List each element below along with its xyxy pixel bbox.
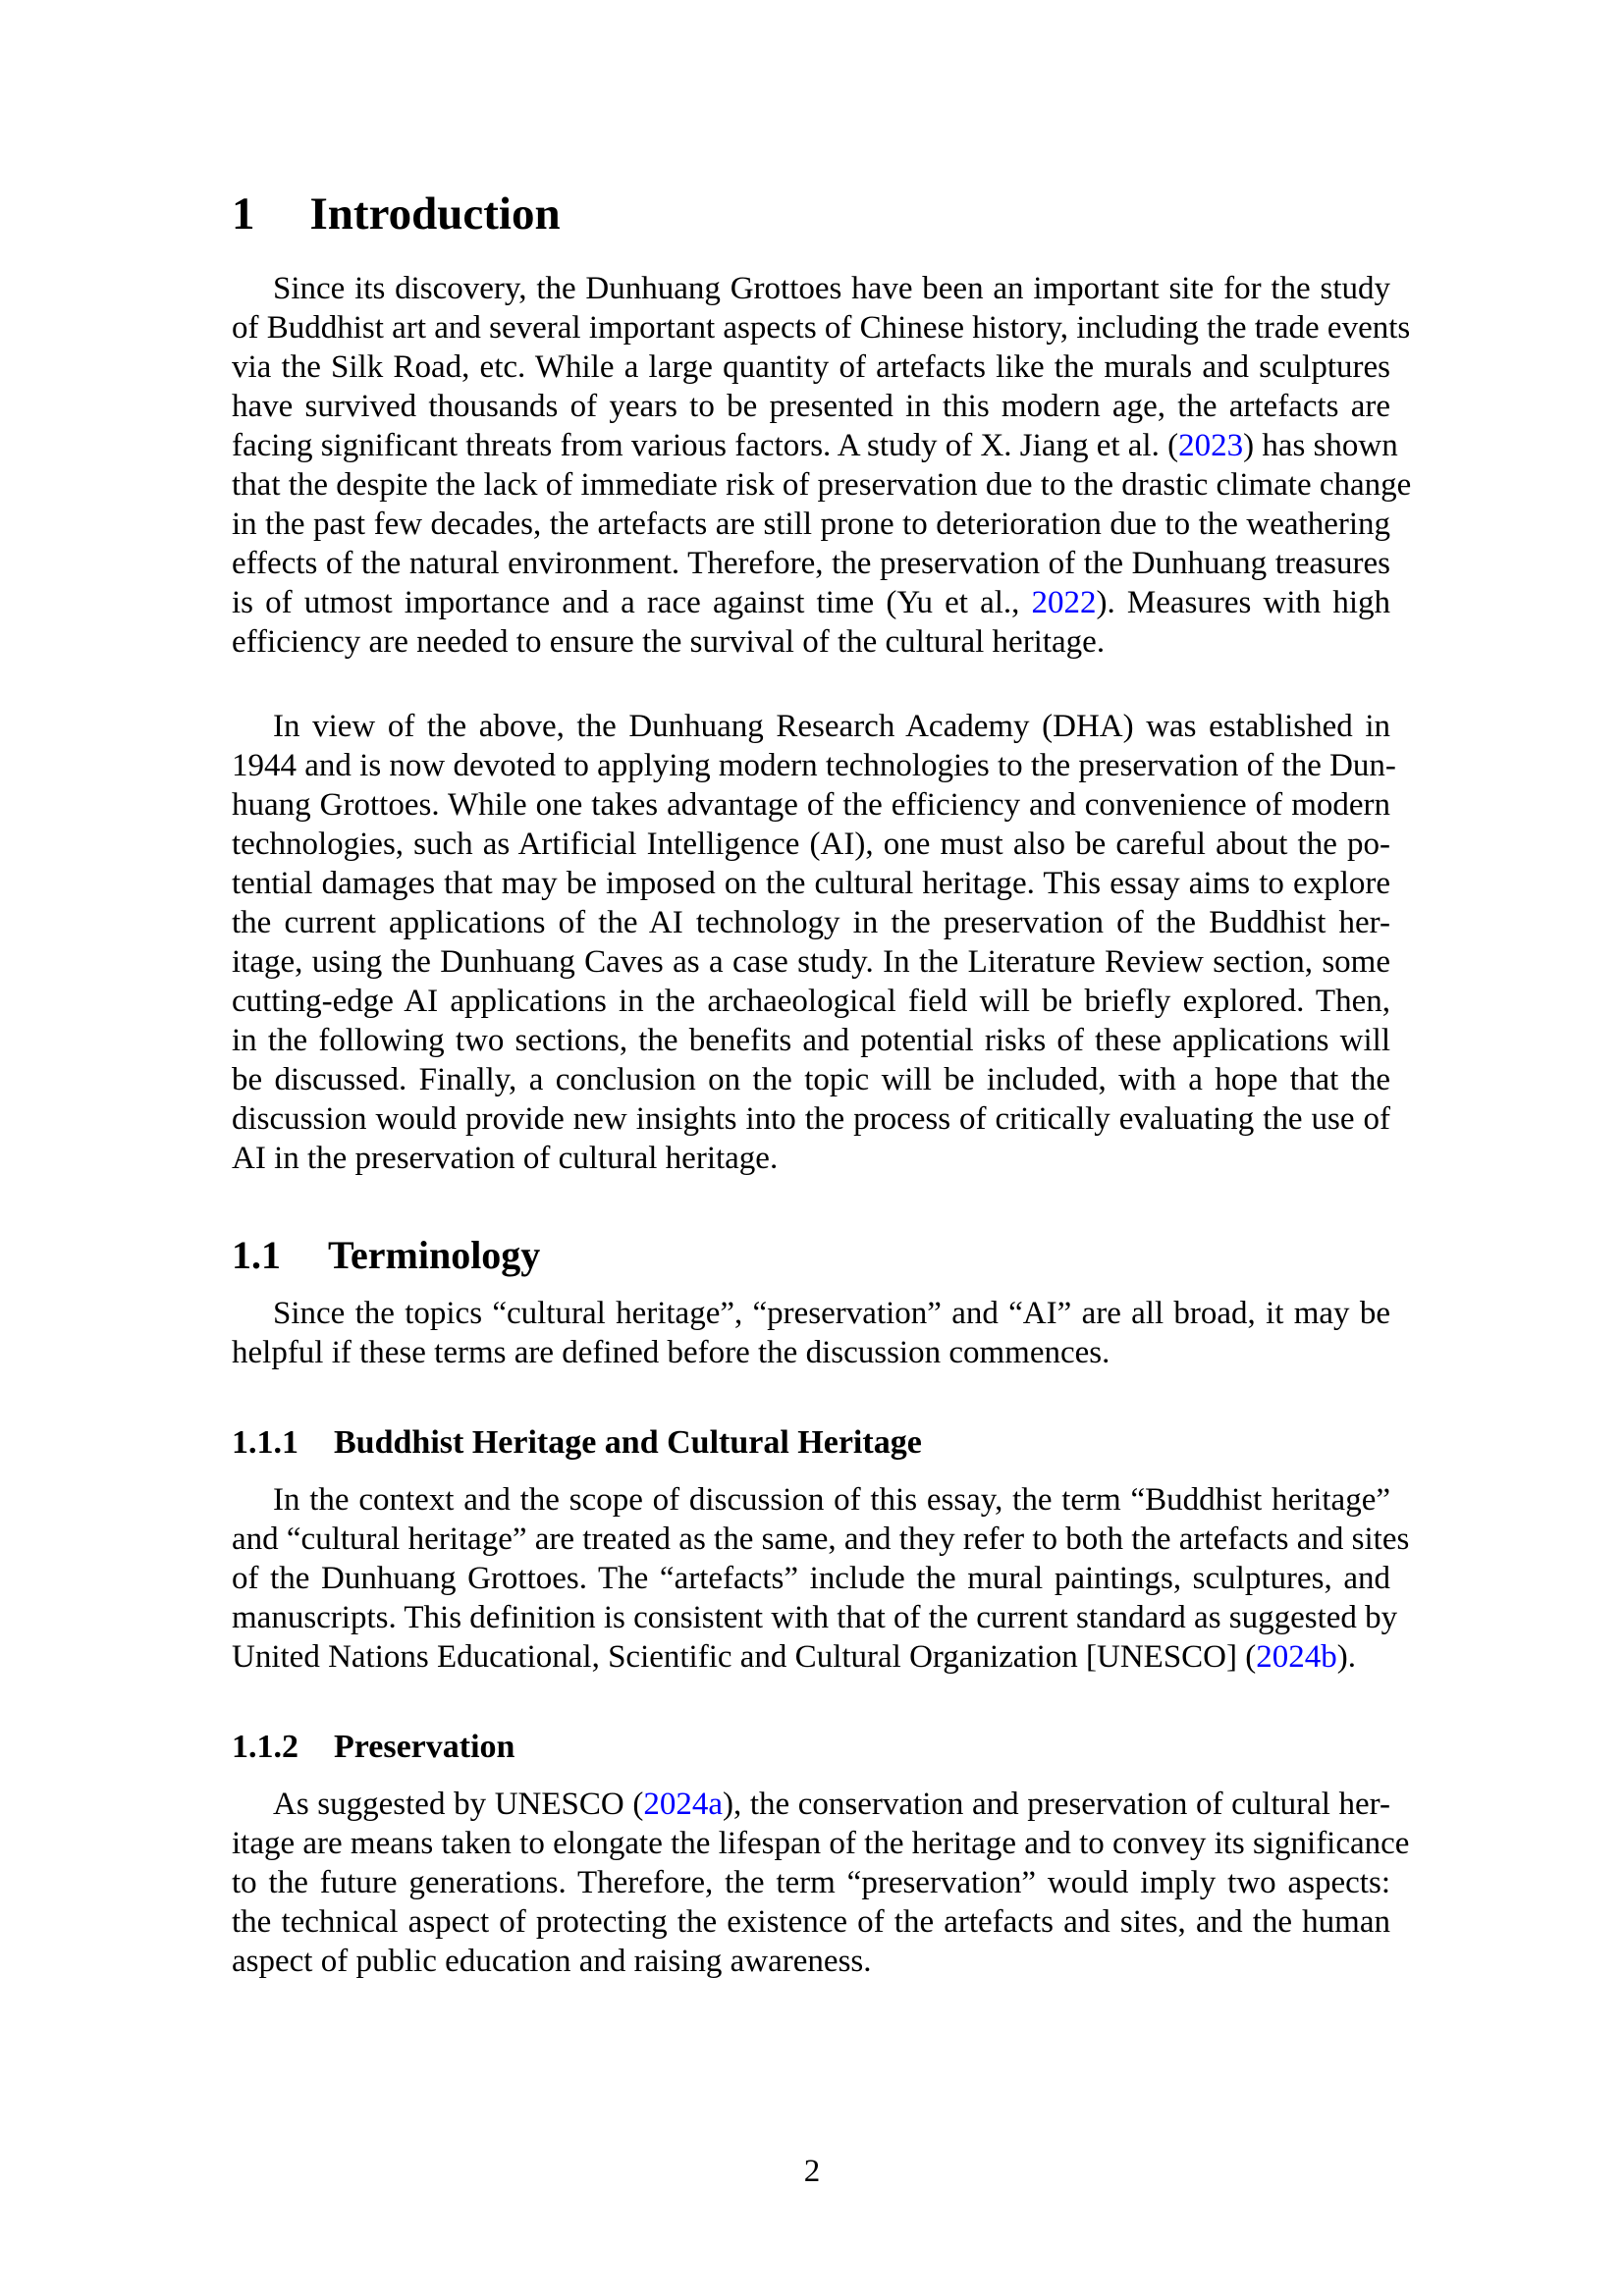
subsubsection-heading [232, 1726, 1390, 1769]
text-line [232, 1785, 1390, 1824]
text-line [232, 707, 1390, 746]
text-line [232, 269, 1390, 308]
heading-number: 1.1 [232, 1233, 281, 1277]
heading-title: Terminology [328, 1233, 541, 1277]
text-line [232, 864, 1390, 903]
text-segment: the current applications of the AI technology in the preservation of the Buddhist her- [232, 905, 1390, 940]
text-segment: have survived thousands of years to be presented in this modern age, the artefacts are [232, 389, 1390, 424]
text-line [232, 622, 1390, 662]
text-line [232, 1480, 1390, 1520]
text-segment: of the Dunhuang Grottoes. The “artefacts” include the mural paintings, sculptures, and [232, 1561, 1390, 1596]
text-segment: itage, using the Dunhuang Caves as a case study. In the Literature Review section, some [232, 944, 1390, 980]
text-segment: tential damages that may be imposed on the cultural heritage. This essay aims to explore [232, 866, 1390, 901]
text-segment: effects of the natural environment. Therefore, the preservation of the Dunhuang treasures [232, 546, 1390, 581]
text-segment: be discussed. Finally, a conclusion on the topic will be included, with a hope that the [232, 1062, 1390, 1097]
text-segment: that the despite the lack of immediate risk of preservation due to the drastic climate change [232, 467, 1412, 503]
paragraph [232, 1480, 1410, 1677]
page-footer [0, 2152, 1624, 2191]
text-line [232, 1598, 1398, 1637]
text-line [232, 1520, 1410, 1559]
paragraph [232, 1294, 1390, 1372]
heading-number: 1.1.2 [232, 1729, 298, 1765]
text-segment: cutting-edge AI applications in the archaeological field will be briefly explored. Then, [232, 984, 1390, 1019]
text-segment: itage are means taken to elongate the lifespan of the heritage and to convey its significance [232, 1826, 1410, 1861]
text-segment: manuscripts. This definition is consistent with that of the current standard as suggested by [232, 1600, 1398, 1635]
text-line [232, 1637, 1390, 1677]
heading-title: Buddhist Heritage and Cultural Heritage [334, 1424, 922, 1461]
section-heading [232, 187, 1390, 241]
text-line [232, 347, 1390, 387]
text-segment: in the following two sections, the benefits and potential risks of these applications will [232, 1023, 1390, 1058]
paragraph [232, 707, 1396, 1178]
text-segment: As suggested by UNESCO ( [273, 1787, 644, 1822]
text-line [232, 982, 1390, 1021]
text-line [232, 1559, 1390, 1598]
text-line [232, 1060, 1390, 1099]
page-number: 2 [803, 2154, 821, 2189]
text-segment: ). [1336, 1639, 1356, 1675]
text-segment: to the future generations. Therefore, the term “preservation” would imply two aspects: [232, 1865, 1390, 1900]
citation-link[interactable]: 2024a [643, 1787, 723, 1822]
text-line [232, 1021, 1390, 1060]
heading-title: Preservation [334, 1729, 515, 1765]
text-line [232, 1099, 1390, 1139]
citation-link[interactable]: 2023 [1178, 428, 1244, 463]
text-line [232, 746, 1396, 785]
text-segment: Since its discovery, the Dunhuang Grottoes have been an important site for the study [273, 271, 1390, 306]
text-segment: 1944 and is now devoted to applying modern technologies to the preservation of the Dun- [232, 748, 1396, 783]
text-segment: technologies, such as Artificial Intelligence (AI), one must also be careful about the po- [232, 827, 1390, 862]
text-line [232, 465, 1412, 505]
text-line [232, 1139, 1390, 1178]
text-line [232, 1333, 1390, 1372]
text-segment: AI in the preservation of cultural heritage. [232, 1141, 779, 1176]
text-segment: in the past few decades, the artefacts are still prone to deterioration due to the weathering [232, 507, 1390, 542]
text-line [232, 583, 1390, 622]
heading-number: 1 [232, 188, 255, 240]
text-line [232, 1942, 1390, 1981]
text-segment: ), the conservation and preservation of cultural her- [722, 1787, 1391, 1822]
text-line [232, 387, 1390, 426]
text-segment: facing significant threats from various factors. A study of X. Jiang et al. ( [232, 428, 1179, 463]
text-segment: aspect of public education and raising awareness. [232, 1944, 872, 1979]
heading-title: Introduction [309, 188, 561, 240]
text-segment: of Buddhist art and several important aspects of Chinese history, including the trade events [232, 310, 1411, 346]
text-segment: discussion would provide new insights into the process of critically evaluating the use of [232, 1101, 1390, 1137]
paragraph [232, 269, 1412, 662]
paragraph [232, 1785, 1410, 1981]
text-segment: via the Silk Road, etc. While a large quantity of artefacts like the murals and sculptures [232, 349, 1390, 385]
text-segment: helpful if these terms are defined before the discussion commences. [232, 1335, 1110, 1370]
text-segment: and “cultural heritage” are treated as the same, and they refer to both the artefacts and sites [232, 1522, 1410, 1557]
text-segment: huang Grottoes. While one takes advantage of the efficiency and convenience of modern [232, 787, 1390, 823]
heading-number: 1.1.1 [232, 1424, 298, 1461]
text-line [232, 1863, 1390, 1902]
subsubsection-heading [232, 1421, 1390, 1465]
text-segment: United Nations Educational, Scientific and Cultural Organization [UNESCO] ( [232, 1639, 1257, 1675]
text-segment: In view of the above, the Dunhuang Research Academy (DHA) was established in [273, 709, 1390, 744]
text-line [232, 825, 1390, 864]
text-line [232, 785, 1390, 825]
text-line [232, 1902, 1390, 1942]
text-segment: the technical aspect of protecting the existence of the artefacts and sites, and the human [232, 1904, 1390, 1940]
text-segment: is of utmost importance and a race against time (Yu et al., [232, 585, 1032, 620]
text-segment: In the context and the scope of discussion of this essay, the term “Buddhist heritage” [273, 1482, 1390, 1518]
text-line [232, 544, 1390, 583]
text-line [232, 1294, 1390, 1333]
text-line [232, 942, 1390, 982]
text-segment: ) has shown [1243, 428, 1398, 463]
document-body [232, 0, 1412, 1981]
subsection-heading [232, 1231, 1390, 1280]
text-segment: Since the topics “cultural heritage”, “preservation” and “AI” are all broad, it may be [273, 1296, 1390, 1331]
text-line [232, 1824, 1410, 1863]
text-line [232, 426, 1398, 465]
citation-link[interactable]: 2022 [1031, 585, 1097, 620]
text-line [232, 903, 1390, 942]
text-line [232, 505, 1390, 544]
text-line [232, 308, 1411, 347]
citation-link[interactable]: 2024b [1256, 1639, 1337, 1675]
text-segment: ). Measures with high [1096, 585, 1390, 620]
text-segment: efficiency are needed to ensure the survival of the cultural heritage. [232, 624, 1106, 660]
